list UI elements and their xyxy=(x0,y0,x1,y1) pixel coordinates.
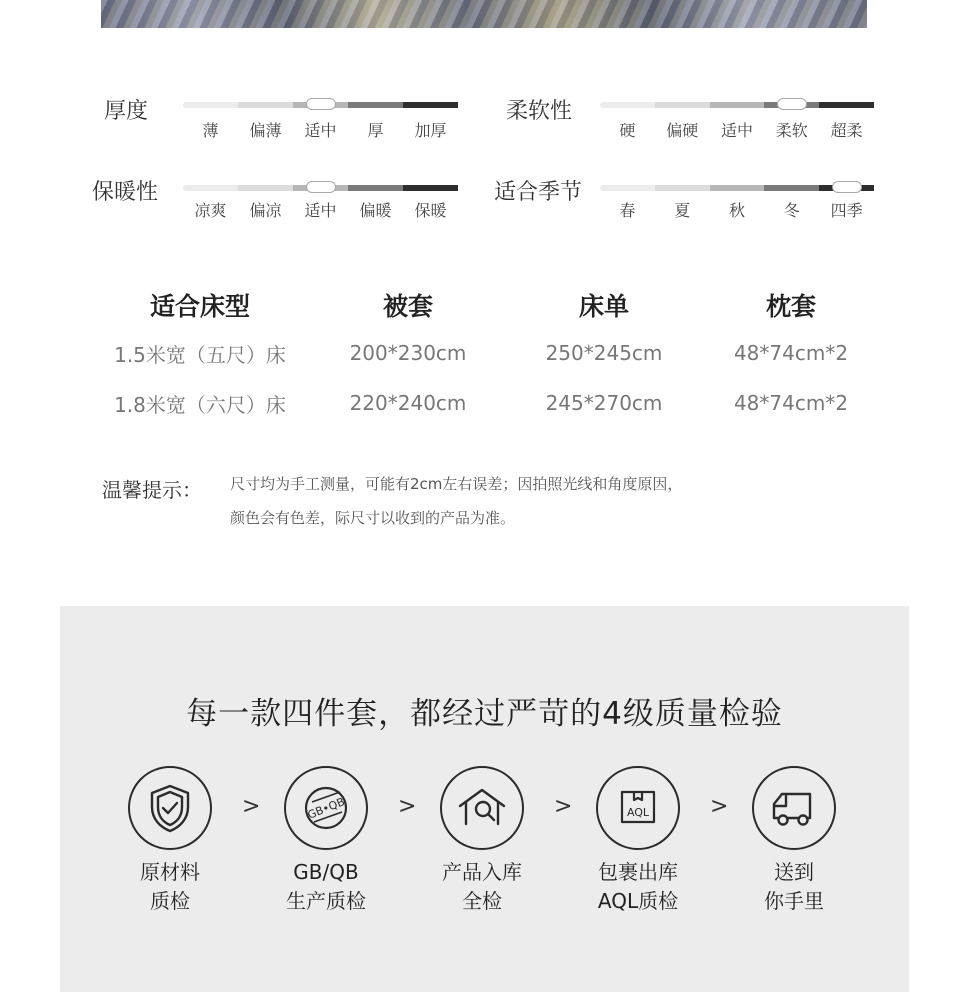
scale-option-label: 凉爽 xyxy=(194,201,227,220)
package-icon xyxy=(596,766,680,850)
season-label: 适合季节 xyxy=(494,180,583,205)
warmth-label: 保暖性 xyxy=(92,180,159,205)
scale-segment xyxy=(403,102,458,108)
scale-option-label: 硬 xyxy=(619,121,636,140)
table-cell: 1.8米宽（六尺）床 xyxy=(114,392,286,417)
thickness-scale xyxy=(183,102,458,108)
tips-line-2: 颜色会有色差，际尺寸以收到的产品为准。 xyxy=(230,509,516,527)
scale-option-label: 偏硬 xyxy=(666,121,699,140)
chevron-right-icon: > xyxy=(554,794,573,819)
size-table-header xyxy=(90,282,880,328)
scale-option-label: 适中 xyxy=(720,121,753,140)
table-cell: 220*240cm xyxy=(349,391,467,415)
scale-option-label: 柔软 xyxy=(775,121,808,140)
softness-options xyxy=(600,118,874,141)
qc-step-warehouse xyxy=(422,766,542,916)
scale-segment xyxy=(710,102,765,108)
table-cell: 245*270cm xyxy=(545,391,663,415)
size-table xyxy=(90,282,880,428)
tips-label: 温馨提示： xyxy=(102,478,202,502)
scale-segment xyxy=(348,185,403,191)
scale-option-label: 冬 xyxy=(783,201,800,220)
thickness-options xyxy=(183,118,458,141)
warmth-scale xyxy=(183,185,458,191)
scale-selected-marker xyxy=(777,98,807,110)
scale-segment xyxy=(600,102,655,108)
scale-option-label: 适中 xyxy=(304,121,337,140)
thickness-label: 厚度 xyxy=(104,99,149,124)
scale-selected-marker xyxy=(832,181,862,193)
chevron-right-icon: > xyxy=(398,794,417,819)
scale-option-label: 薄 xyxy=(202,121,219,140)
product-banner-image xyxy=(101,0,867,28)
scale-segment xyxy=(348,102,403,108)
table-row xyxy=(90,378,880,428)
chevron-right-icon: > xyxy=(710,794,729,819)
table-cell: 48*74cm*2 xyxy=(733,341,849,365)
qc-step-label: 产品入库 全检 xyxy=(442,860,522,913)
table-cell: 250*245cm xyxy=(545,341,663,365)
scale-option-label: 偏薄 xyxy=(249,121,282,140)
table-cell: 200*230cm xyxy=(349,341,467,365)
svg-text:GB•QB: GB•QB xyxy=(305,795,347,822)
scale-option-label: 秋 xyxy=(728,201,745,220)
scale-segment xyxy=(183,102,238,108)
scale-option-label: 保暖 xyxy=(414,201,447,220)
delivery-truck-icon xyxy=(752,766,836,850)
tips-line-1: 尺寸均为手工测量，可能有2cm左右误差；因拍照光线和角度原因， xyxy=(230,475,683,493)
scale-option-label: 春 xyxy=(619,201,636,220)
scale-option-label: 四季 xyxy=(830,201,863,220)
qc-step-production xyxy=(266,766,386,916)
scale-selected-marker xyxy=(306,181,336,193)
qc-step-delivery xyxy=(734,766,854,916)
qc-step-label: 包裹出库 AQL质检 xyxy=(597,860,679,913)
scale-segment xyxy=(764,185,819,191)
warehouse-search-icon xyxy=(440,766,524,850)
scale-option-label: 超柔 xyxy=(830,121,863,140)
softness-scale xyxy=(600,102,874,108)
svg-text:AQL: AQL xyxy=(626,806,650,819)
scale-option-label: 夏 xyxy=(674,201,691,220)
scale-option-label: 厚 xyxy=(367,121,384,140)
quality-check-title: 每一款四件套，都经过严苛的4级质量检验 xyxy=(186,696,783,732)
scale-selected-marker xyxy=(306,98,336,110)
header-bed-type: 适合床型 xyxy=(149,292,250,321)
scale-segment xyxy=(238,102,293,108)
warmth-options xyxy=(183,198,458,221)
shield-icon xyxy=(128,766,212,850)
season-options xyxy=(600,198,874,221)
chevron-right-icon: > xyxy=(242,794,261,819)
qc-step-label: 原材料 质检 xyxy=(140,860,200,913)
quality-check-panel xyxy=(60,606,909,992)
season-scale xyxy=(600,185,874,191)
scale-segment xyxy=(819,102,874,108)
qc-step-raw-material xyxy=(110,766,230,916)
scale-segment xyxy=(238,185,293,191)
scale-option-label: 偏凉 xyxy=(249,201,282,220)
scale-segment xyxy=(655,102,710,108)
scale-segment xyxy=(655,185,710,191)
header-pillowcase: 枕套 xyxy=(765,292,816,321)
scale-option-label: 加厚 xyxy=(414,121,447,140)
scale-segment xyxy=(710,185,765,191)
scale-option-label: 适中 xyxy=(304,201,337,220)
scale-segment xyxy=(183,185,238,191)
table-cell: 1.5米宽（五尺）床 xyxy=(114,342,286,367)
header-duvet-cover: 被套 xyxy=(382,292,433,321)
gb-qb-stamp-icon xyxy=(284,766,368,850)
softness-label: 柔软性 xyxy=(506,99,573,124)
qc-step-label: GB/QB 生产质检 xyxy=(286,860,366,913)
table-row xyxy=(90,328,880,378)
scale-segment xyxy=(600,185,655,191)
table-cell: 48*74cm*2 xyxy=(733,391,849,415)
scale-segment xyxy=(403,185,458,191)
qc-step-label: 送到 你手里 xyxy=(764,860,824,913)
scale-option-label: 偏暖 xyxy=(359,201,392,220)
header-bed-sheet: 床单 xyxy=(578,292,629,321)
qc-step-package xyxy=(578,766,698,916)
